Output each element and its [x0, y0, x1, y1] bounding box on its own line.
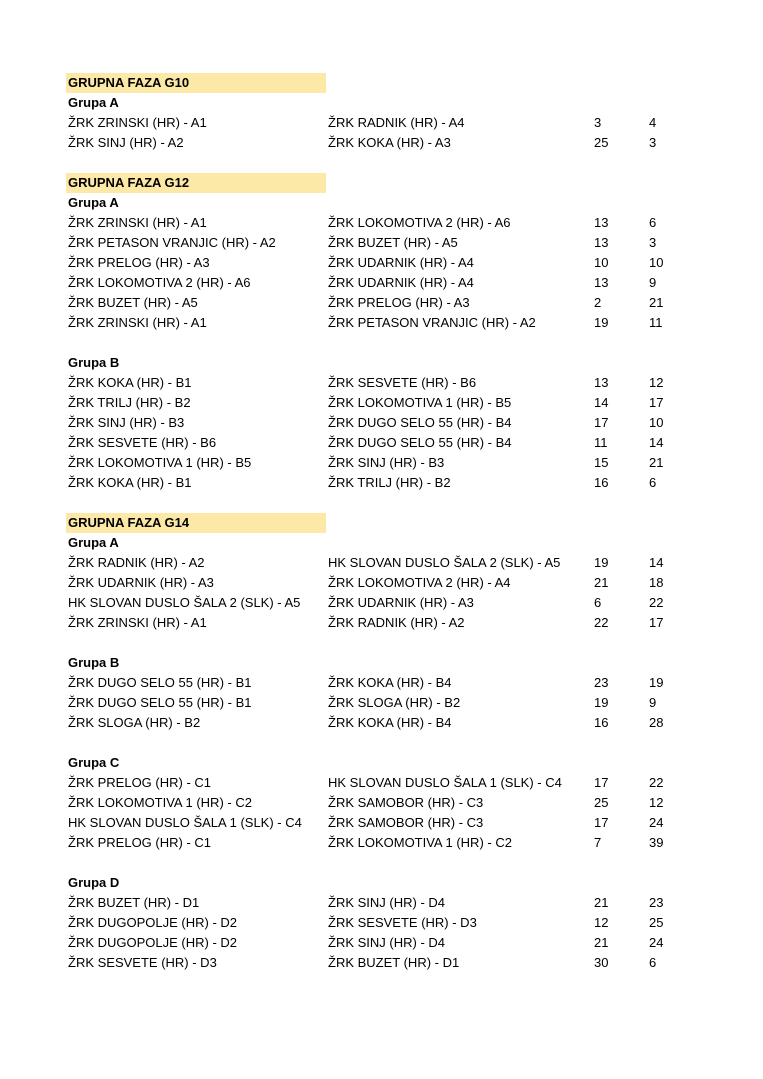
match-row — [66, 313, 696, 333]
home-score: 6 — [594, 595, 602, 610]
home-score: 2 — [594, 295, 602, 310]
match-row — [66, 473, 696, 493]
home-team: ŽRK SLOGA (HR) - B2 — [68, 715, 201, 730]
match-row — [66, 793, 696, 813]
away-team: ŽRK SINJ (HR) - B3 — [328, 455, 445, 470]
away-score: 22 — [649, 595, 664, 610]
match-row — [66, 953, 696, 973]
away-team: ŽRK KOKA (HR) - B4 — [328, 675, 452, 690]
home-team: ŽRK PRELOG (HR) - C1 — [68, 835, 212, 850]
away-team: ŽRK LOKOMOTIVA 2 (HR) - A4 — [328, 575, 511, 590]
home-team: HK SLOVAN DUSLO ŠALA 2 (SLK) - A5 — [68, 595, 301, 610]
away-score: 12 — [649, 375, 664, 390]
match-row — [66, 273, 696, 293]
away-score: 6 — [649, 955, 657, 970]
group-spacer — [66, 853, 696, 873]
away-score: 14 — [649, 555, 664, 570]
match-row — [66, 833, 696, 853]
away-team: ŽRK KOKA (HR) - B4 — [328, 715, 452, 730]
home-score: 10 — [594, 255, 609, 270]
home-score: 30 — [594, 955, 609, 970]
home-score: 25 — [594, 135, 609, 150]
match-row — [66, 233, 696, 253]
away-team: ŽRK DUGO SELO 55 (HR) - B4 — [328, 415, 512, 430]
home-score: 17 — [594, 815, 609, 830]
home-team: ŽRK LOKOMOTIVA 1 (HR) - B5 — [68, 455, 252, 470]
home-team: ŽRK BUZET (HR) - D1 — [68, 895, 200, 910]
home-score: 13 — [594, 275, 609, 290]
home-score: 22 — [594, 615, 609, 630]
away-team: ŽRK LOKOMOTIVA 1 (HR) - B5 — [328, 395, 512, 410]
home-score: 3 — [594, 115, 602, 130]
home-score: 12 — [594, 915, 609, 930]
match-row — [66, 673, 696, 693]
away-score: 14 — [649, 435, 664, 450]
away-score: 3 — [649, 135, 657, 150]
away-team: ŽRK SESVETE (HR) - B6 — [328, 375, 477, 390]
away-score: 23 — [649, 895, 664, 910]
home-score: 19 — [594, 555, 609, 570]
away-score: 21 — [649, 455, 664, 470]
home-score: 13 — [594, 235, 609, 250]
away-team: ŽRK SAMOBOR (HR) - C3 — [328, 815, 484, 830]
match-row — [66, 773, 696, 793]
home-team: ŽRK ZRINSKI (HR) - A1 — [68, 315, 207, 330]
match-row — [66, 213, 696, 233]
section-spacer — [66, 493, 696, 513]
section-header: GRUPNA FAZA G14 — [66, 513, 326, 533]
match-row — [66, 573, 696, 593]
match-row — [66, 933, 696, 953]
away-score: 24 — [649, 815, 664, 830]
group-title: Grupa D — [68, 875, 120, 890]
away-team: ŽRK DUGO SELO 55 (HR) - B4 — [328, 435, 512, 450]
home-team: ŽRK LOKOMOTIVA 1 (HR) - C2 — [68, 795, 252, 810]
match-row — [66, 393, 696, 413]
away-score: 6 — [649, 475, 657, 490]
home-team: ŽRK KOKA (HR) - B1 — [68, 375, 192, 390]
away-team: ŽRK SINJ (HR) - D4 — [328, 935, 445, 950]
away-team: ŽRK LOKOMOTIVA 2 (HR) - A6 — [328, 215, 511, 230]
away-score: 9 — [649, 275, 657, 290]
away-team: ŽRK RADNIK (HR) - A4 — [328, 115, 465, 130]
away-score: 17 — [649, 615, 664, 630]
group-title: Grupa B — [68, 655, 120, 670]
away-score: 9 — [649, 695, 657, 710]
away-team: ŽRK SLOGA (HR) - B2 — [328, 695, 461, 710]
home-team: ŽRK LOKOMOTIVA 2 (HR) - A6 — [68, 275, 251, 290]
home-score: 16 — [594, 475, 609, 490]
home-team: ŽRK PRELOG (HR) - C1 — [68, 775, 212, 790]
away-score: 18 — [649, 575, 664, 590]
match-row — [66, 373, 696, 393]
home-team: ŽRK DUGO SELO 55 (HR) - B1 — [68, 675, 252, 690]
home-score: 19 — [594, 315, 609, 330]
match-row — [66, 893, 696, 913]
away-score: 17 — [649, 395, 664, 410]
home-team: ŽRK SESVETE (HR) - D3 — [68, 955, 217, 970]
home-team: ŽRK PRELOG (HR) - A3 — [68, 255, 210, 270]
home-score: 21 — [594, 895, 609, 910]
away-team: ŽRK BUZET (HR) - D1 — [328, 955, 460, 970]
home-team: ŽRK SINJ (HR) - A2 — [68, 135, 184, 150]
match-row — [66, 293, 696, 313]
match-row — [66, 713, 696, 733]
home-score: 19 — [594, 695, 609, 710]
home-score: 13 — [594, 215, 609, 230]
home-score: 21 — [594, 575, 609, 590]
home-team: ŽRK BUZET (HR) - A5 — [68, 295, 198, 310]
group-title: Grupa A — [68, 195, 119, 210]
match-row — [66, 613, 696, 633]
match-row — [66, 433, 696, 453]
match-row — [66, 913, 696, 933]
away-score: 10 — [649, 255, 664, 270]
group-title: Grupa A — [68, 535, 119, 550]
away-team: ŽRK RADNIK (HR) - A2 — [328, 615, 465, 630]
match-row — [66, 133, 696, 153]
home-team: ŽRK SESVETE (HR) - B6 — [68, 435, 217, 450]
results-document — [66, 73, 696, 973]
away-team: ŽRK UDARNIK (HR) - A3 — [328, 595, 474, 610]
away-score: 24 — [649, 935, 664, 950]
away-team: ŽRK BUZET (HR) - A5 — [328, 235, 458, 250]
away-team: HK SLOVAN DUSLO ŠALA 1 (SLK) - C4 — [328, 775, 562, 790]
group-spacer — [66, 633, 696, 653]
home-score: 17 — [594, 775, 609, 790]
home-score: 21 — [594, 935, 609, 950]
match-row — [66, 453, 696, 473]
home-score: 11 — [594, 435, 608, 450]
group-title: Grupa A — [68, 95, 119, 110]
home-score: 25 — [594, 795, 609, 810]
group-title: Grupa B — [68, 355, 120, 370]
home-team: ŽRK PETASON VRANJIC (HR) - A2 — [68, 235, 276, 250]
group-title: Grupa C — [68, 755, 120, 770]
home-team: ŽRK DUGO SELO 55 (HR) - B1 — [68, 695, 252, 710]
group-spacer — [66, 333, 696, 353]
home-score: 15 — [594, 455, 609, 470]
away-score: 21 — [649, 295, 664, 310]
away-team: ŽRK SESVETE (HR) - D3 — [328, 915, 477, 930]
away-team: ŽRK UDARNIK (HR) - A4 — [328, 275, 474, 290]
away-score: 12 — [649, 795, 664, 810]
match-row — [66, 693, 696, 713]
home-team: ŽRK RADNIK (HR) - A2 — [68, 555, 205, 570]
away-score: 3 — [649, 235, 657, 250]
home-score: 16 — [594, 715, 609, 730]
home-team: ŽRK KOKA (HR) - B1 — [68, 475, 192, 490]
away-score: 28 — [649, 715, 664, 730]
away-score: 39 — [649, 835, 664, 850]
home-team: ŽRK ZRINSKI (HR) - A1 — [68, 215, 207, 230]
away-score: 6 — [649, 215, 657, 230]
match-row — [66, 413, 696, 433]
match-row — [66, 553, 696, 573]
away-team: ŽRK LOKOMOTIVA 1 (HR) - C2 — [328, 835, 512, 850]
home-team: ŽRK ZRINSKI (HR) - A1 — [68, 115, 207, 130]
home-score: 17 — [594, 415, 609, 430]
away-team: ŽRK KOKA (HR) - A3 — [328, 135, 451, 150]
away-team: ŽRK PETASON VRANJIC (HR) - A2 — [328, 315, 536, 330]
match-row — [66, 593, 696, 613]
away-team: ŽRK SINJ (HR) - D4 — [328, 895, 445, 910]
away-score: 22 — [649, 775, 664, 790]
away-score: 4 — [649, 115, 657, 130]
match-row — [66, 253, 696, 273]
section-header: GRUPNA FAZA G12 — [66, 173, 326, 193]
group-spacer — [66, 733, 696, 753]
home-team: ŽRK SINJ (HR) - B3 — [68, 415, 185, 430]
section-spacer — [66, 153, 696, 173]
away-score: 25 — [649, 915, 664, 930]
match-row — [66, 813, 696, 833]
away-score: 19 — [649, 675, 664, 690]
section-header: GRUPNA FAZA G10 — [66, 73, 326, 93]
home-team: ŽRK ZRINSKI (HR) - A1 — [68, 615, 207, 630]
home-team: ŽRK DUGOPOLJE (HR) - D2 — [68, 915, 238, 930]
away-team: ŽRK TRILJ (HR) - B2 — [328, 475, 451, 490]
home-team: HK SLOVAN DUSLO ŠALA 1 (SLK) - C4 — [68, 815, 302, 830]
home-score: 14 — [594, 395, 609, 410]
away-score: 11 — [649, 315, 663, 330]
away-team: ŽRK SAMOBOR (HR) - C3 — [328, 795, 484, 810]
match-row — [66, 113, 696, 133]
away-team: HK SLOVAN DUSLO ŠALA 2 (SLK) - A5 — [328, 555, 561, 570]
away-team: ŽRK UDARNIK (HR) - A4 — [328, 255, 474, 270]
home-team: ŽRK DUGOPOLJE (HR) - D2 — [68, 935, 238, 950]
away-team: ŽRK PRELOG (HR) - A3 — [328, 295, 470, 310]
home-score: 7 — [594, 835, 602, 850]
home-team: ŽRK TRILJ (HR) - B2 — [68, 395, 191, 410]
home-score: 23 — [594, 675, 609, 690]
away-score: 10 — [649, 415, 664, 430]
home-score: 13 — [594, 375, 609, 390]
home-team: ŽRK UDARNIK (HR) - A3 — [68, 575, 214, 590]
